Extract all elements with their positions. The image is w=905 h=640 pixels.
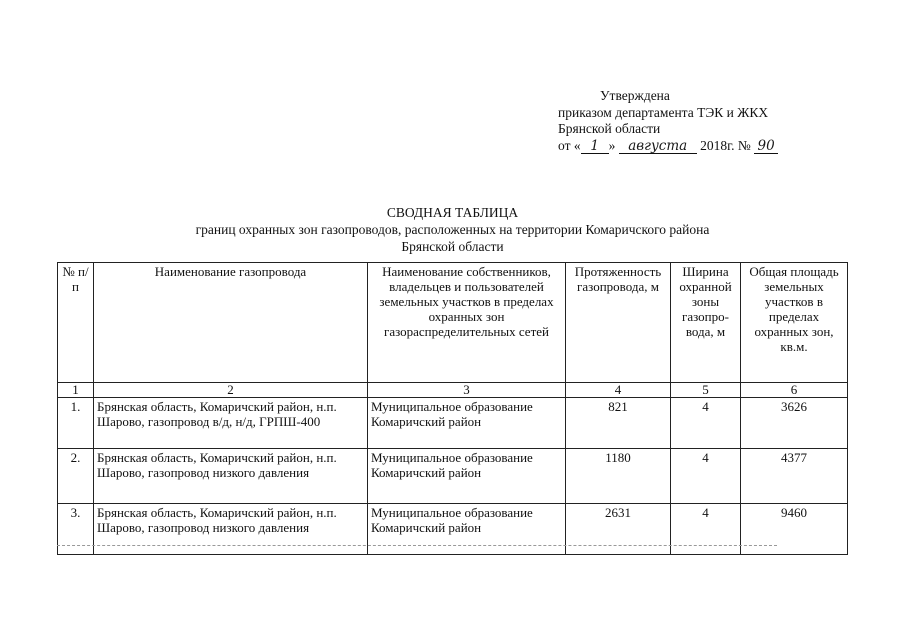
summary-table	[57, 262, 848, 555]
total-area: 3626	[741, 398, 848, 449]
order-number: 90	[754, 140, 778, 154]
approval-block	[558, 88, 778, 154]
document-title: СВОДНАЯ ТАБЛИЦА	[386, 205, 519, 220]
owner: Муниципальное образование Комаричский район	[368, 449, 566, 504]
approval-date-line	[558, 138, 778, 155]
header-length: Протяженность газопровода, м	[566, 263, 671, 383]
header-owners: Наименование собственников, владельцев и пользователей земельных участков в пределах охранных зон газораспределительных сетей	[368, 263, 566, 383]
number-label: №	[737, 137, 751, 153]
column-index: 4	[566, 383, 671, 398]
row-number: 2.	[58, 449, 94, 504]
total-area: 4377	[741, 449, 848, 504]
header-total-area: Общая площадь земельных участков в пределах охранных зон, кв.м.	[741, 263, 848, 383]
total-area: 9460	[741, 504, 848, 555]
header-pipeline-name: Наименование газопровода	[94, 263, 368, 383]
column-index: 6	[741, 383, 848, 398]
header-zone-width: Ширина охранной зоны газопро-вода, м	[671, 263, 741, 383]
scan-cut-line	[57, 545, 777, 546]
document-subtitle: границ охранных зон газопроводов, расположенных на территории Комаричского района	[195, 222, 710, 237]
document-subtitle-region: Брянской области	[401, 239, 504, 254]
header-number: № п/п	[58, 263, 94, 383]
zone-width: 4	[671, 504, 741, 555]
pipeline-name: Брянская область, Комаричский район, н.п. Шарово, газопровод низкого давления	[94, 449, 368, 504]
row-number: 1.	[58, 398, 94, 449]
pipeline-length: 1180	[566, 449, 671, 504]
owner: Муниципальное образование Комаричский район	[368, 504, 566, 555]
date-day: 1	[581, 140, 609, 154]
column-index: 2	[94, 383, 368, 398]
date-mid: »	[608, 137, 616, 153]
table-header-row	[58, 263, 848, 383]
pipeline-name: Брянская область, Комаричский район, н.п. Шарово, газопровод низкого давления	[94, 504, 368, 555]
pipeline-length: 2631	[566, 504, 671, 555]
zone-width: 4	[671, 398, 741, 449]
date-month: августа	[619, 140, 697, 154]
table-row	[58, 504, 848, 555]
owner: Муниципальное образование Комаричский район	[368, 398, 566, 449]
pipeline-length: 821	[566, 398, 671, 449]
approval-title: Утверждена	[600, 88, 670, 103]
date-prefix: от «	[558, 137, 581, 153]
column-index: 1	[58, 383, 94, 398]
approval-order: приказом департамента ТЭК и ЖКХ	[558, 104, 769, 120]
column-index-row	[58, 383, 848, 398]
row-number: 3.	[58, 504, 94, 555]
date-year: 2018г.	[700, 137, 735, 153]
approval-region: Брянской области	[558, 121, 661, 136]
zone-width: 4	[671, 449, 741, 504]
column-index: 5	[671, 383, 741, 398]
table-row	[58, 398, 848, 449]
column-index: 3	[368, 383, 566, 398]
table-row	[58, 449, 848, 504]
pipeline-name: Брянская область, Комаричский район, н.п. Шарово, газопровод в/д, н/д, ГРПШ-400	[94, 398, 368, 449]
